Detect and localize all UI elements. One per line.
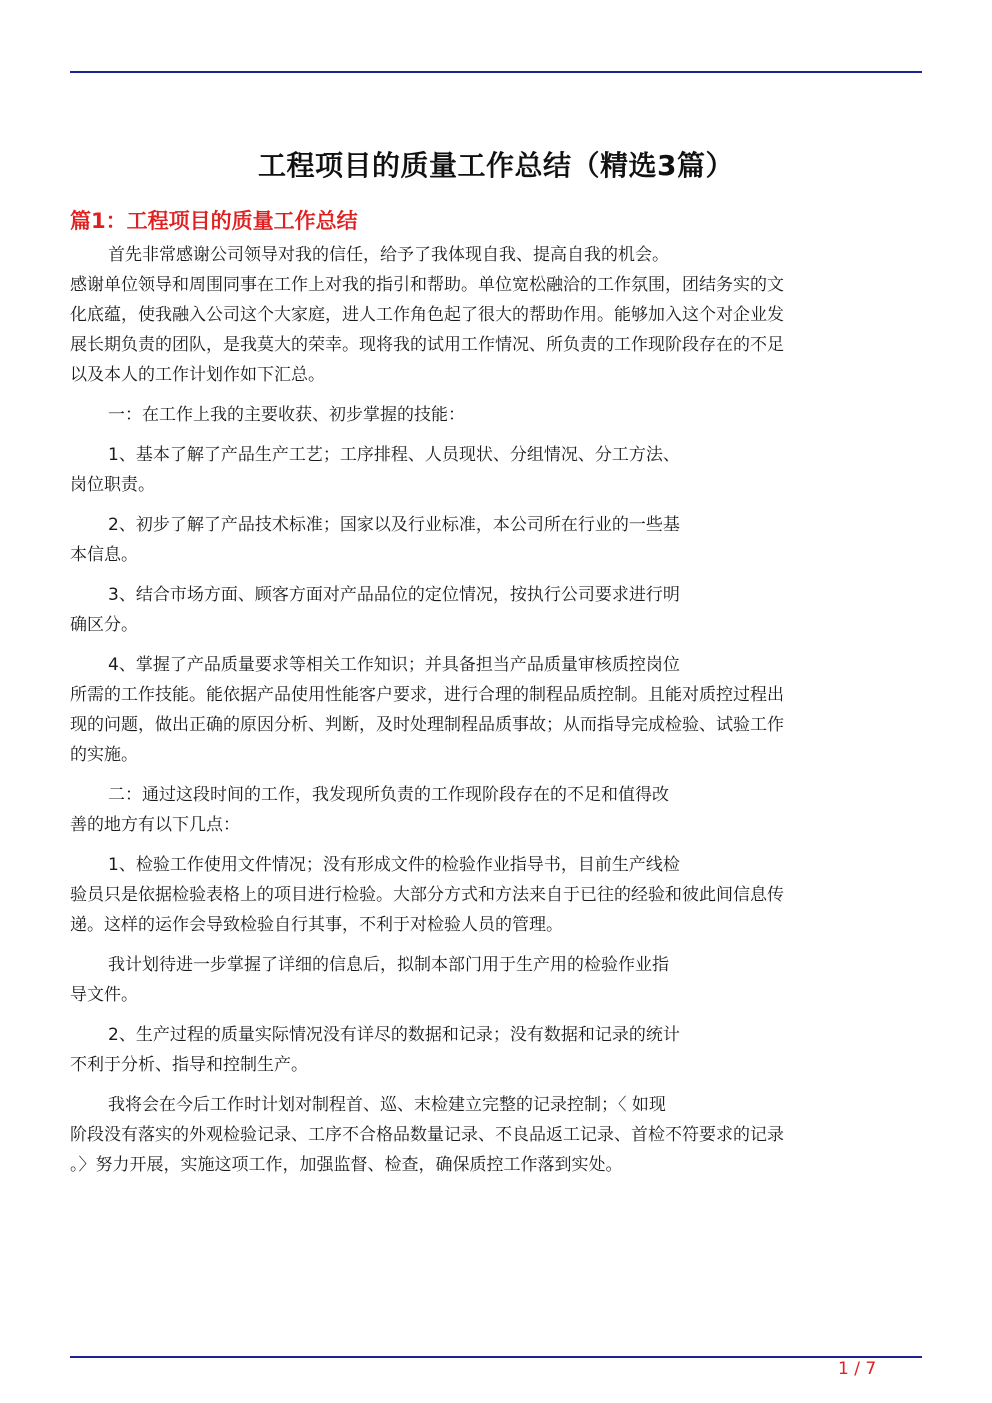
paragraph-line: 递。这样的运作会导致检验自行其事，不利于对检验人员的管理。: [70, 915, 563, 935]
paragraph-line: 4、掌握了产品质量要求等相关工作知识；并具备担当产品质量审核质控岗位: [108, 655, 680, 675]
paragraph-line: 2、生产过程的质量实际情况没有详尽的数据和记录；没有数据和记录的统计: [108, 1025, 680, 1045]
paragraph-line: 。〉努力开展，实施这项工作，加强监督、检查，确保质控工作落到实处。: [70, 1155, 623, 1175]
paragraph: [70, 440, 912, 500]
paragraph: [70, 510, 912, 570]
paragraph-line: 现的问题，做出正确的原因分析、判断，及时处理制程品质事故；从而指导完成检验、试验工作: [70, 715, 784, 735]
paragraph-line: 岗位职责。: [70, 475, 155, 495]
paragraph-line: 二：通过这段时间的工作，我发现所负责的工作现阶段存在的不足和值得改: [108, 785, 669, 805]
document-body: [70, 240, 912, 1190]
paragraph: [70, 580, 912, 640]
paragraph-line: 一：在工作上我的主要收获、初步掌握的技能：: [108, 405, 465, 425]
paragraph: [70, 950, 912, 1010]
paragraph-line: 的实施。: [70, 745, 138, 765]
paragraph: [70, 400, 912, 430]
paragraph-line: 化底蕴，使我融入公司这个大家庭，进人工作角色起了很大的帮助作用。能够加入这个对企业发: [70, 305, 784, 325]
footer-rule: [70, 1356, 922, 1358]
paragraph-line: 3、结合市场方面、顾客方面对产品品位的定位情况，按执行公司要求进行明: [108, 585, 680, 605]
paragraph-line: 我将会在今后工作时计划对制程首、巡、末检建立完整的记录控制；〈 如现: [108, 1095, 666, 1115]
document-title: 工程项目的质量工作总结（精选3篇）: [258, 148, 734, 182]
paragraph-line: 1、检验工作使用文件情况；没有形成文件的检验作业指导书，目前生产线检: [108, 855, 680, 875]
paragraph-line: 感谢单位领导和周围同事在工作上对我的指引和帮助。单位宽松融洽的工作氛围，团结务实的文: [70, 275, 784, 295]
paragraph-line: 以及本人的工作计划作如下汇总。: [70, 365, 325, 385]
paragraph-line: 导文件。: [70, 985, 138, 1005]
paragraph: [70, 780, 912, 840]
paragraph-line: 1、基本了解了产品生产工艺；工序排程、人员现状、分组情况、分工方法、: [108, 445, 680, 465]
paragraph: [70, 240, 912, 390]
page-number: 1 / 7: [838, 1359, 877, 1379]
header-rule: [70, 71, 922, 73]
paragraph-line: 确区分。: [70, 615, 138, 635]
paragraph-line: 善的地方有以下几点：: [70, 815, 240, 835]
paragraph: [70, 650, 912, 770]
paragraph-line: 首先非常感谢公司领导对我的信任，给予了我体现自我、提高自我的机会。: [108, 245, 669, 265]
paragraph: [70, 1090, 912, 1180]
section-heading: 篇1：工程项目的质量工作总结: [70, 209, 358, 234]
paragraph-line: 2、初步了解了产品技术标准；国家以及行业标准，本公司所在行业的一些基: [108, 515, 680, 535]
paragraph-line: 阶段没有落实的外观检验记录、工序不合格品数量记录、不良品返工记录、首检不符要求的记录: [70, 1125, 784, 1145]
paragraph-line: 所需的工作技能。能依据产品使用性能客户要求，进行合理的制程品质控制。且能对质控过程出: [70, 685, 784, 705]
paragraph-line: 本信息。: [70, 545, 138, 565]
paragraph-line: 我计划待进一步掌握了详细的信息后，拟制本部门用于生产用的检验作业指: [108, 955, 669, 975]
paragraph-line: 验员只是依据检验表格上的项目进行检验。大部分方式和方法来自于已往的经验和彼此间信息传: [70, 885, 784, 905]
paragraph: [70, 850, 912, 940]
paragraph-line: 展长期负责的团队，是我莫大的荣幸。现将我的试用工作情况、所负责的工作现阶段存在的不足: [70, 335, 784, 355]
paragraph: [70, 1020, 912, 1080]
paragraph-line: 不利于分析、指导和控制生产。: [70, 1055, 308, 1075]
